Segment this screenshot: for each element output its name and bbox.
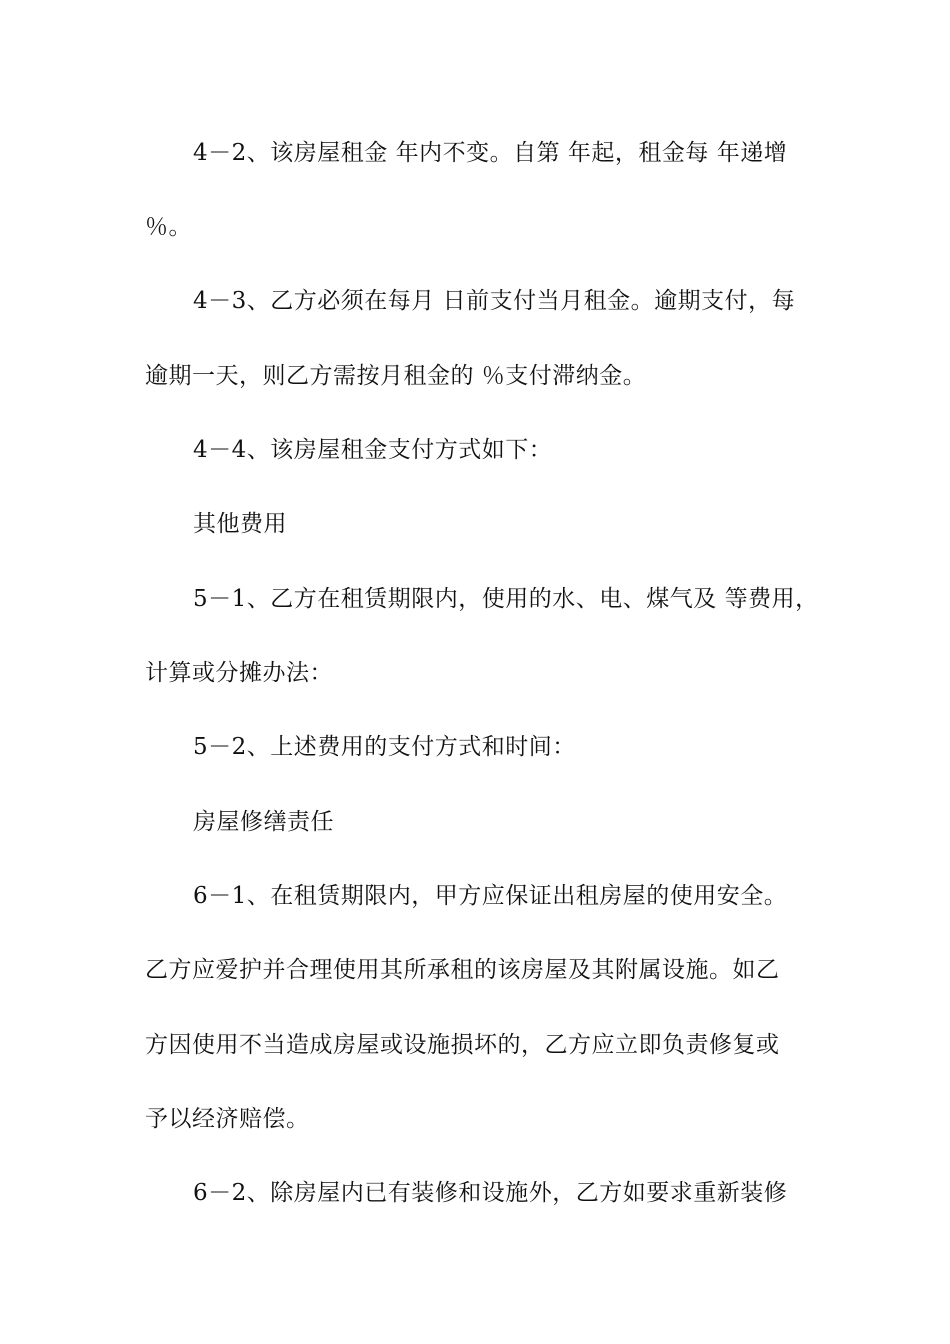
paragraph-line: 逾期一天，则乙方需按月租金的 ％支付滞纳金。 xyxy=(145,363,647,389)
paragraph-line: 6－2、除房屋内已有装修和设施外，乙方如要求重新装修 xyxy=(193,1180,788,1206)
section-heading: 其他费用 xyxy=(193,511,287,537)
paragraph-line: 4－2、该房屋租金 年内不变。自第 年起，租金每 年递增 xyxy=(193,140,788,166)
paragraph-line: 方因使用不当造成房屋或设施损坏的，乙方应立即负责修复或 xyxy=(145,1032,780,1058)
paragraph-line: ％。 xyxy=(145,214,192,240)
paragraph-line: 计算或分摊办法： xyxy=(145,660,333,686)
paragraph-line: 4－4、该房屋租金支付方式如下： xyxy=(193,437,553,463)
paragraph-line: 5－1、乙方在租赁期限内，使用的水、电、煤气及 等费用， xyxy=(193,586,819,612)
paragraph-line: 4－3、乙方必须在每月 日前支付当月租金。逾期支付，每 xyxy=(193,288,796,314)
paragraph-line: 乙方应爱护并合理使用其所承租的该房屋及其附属设施。如乙 xyxy=(145,957,780,983)
paragraph-line: 5－2、上述费用的支付方式和时间： xyxy=(193,734,576,760)
paragraph-line: 予以经济赔偿。 xyxy=(145,1106,310,1132)
section-heading: 房屋修缮责任 xyxy=(193,809,334,835)
paragraph-line: 6－1、在租赁期限内，甲方应保证出租房屋的使用安全。 xyxy=(193,883,788,909)
